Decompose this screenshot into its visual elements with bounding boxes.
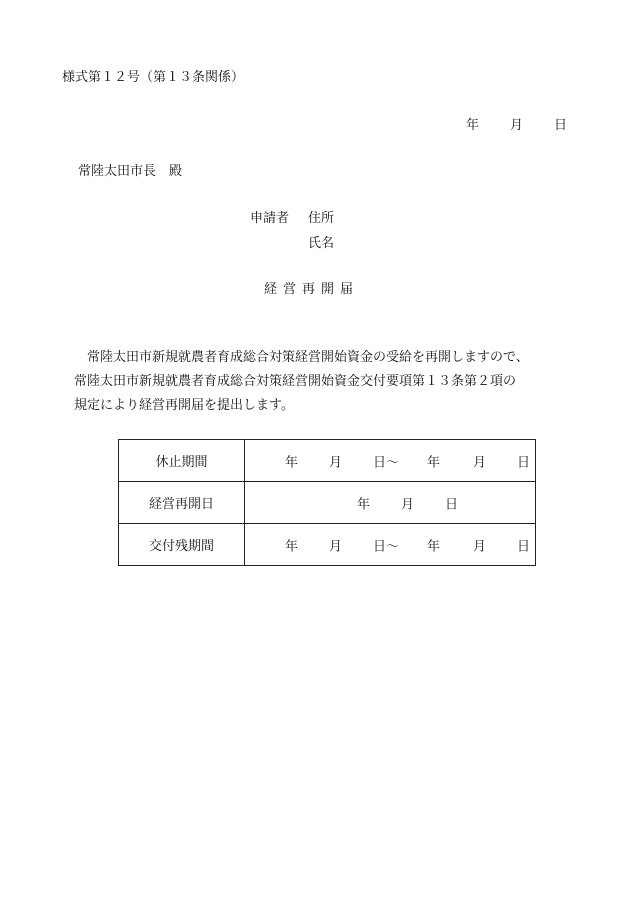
- table-row: [119, 524, 536, 566]
- suspension-period-label: 休止期間: [119, 440, 245, 482]
- info-table: [118, 439, 536, 566]
- end-day-unit: 日: [517, 455, 531, 470]
- end-month-unit: 月: [473, 455, 487, 470]
- start-day-unit: 日～: [373, 539, 400, 554]
- date-day-unit: 日: [445, 497, 459, 512]
- date-day-unit: 日: [554, 118, 568, 133]
- addressee: 常陸太田市長 殿: [78, 164, 183, 179]
- date-month-unit: 月: [510, 118, 524, 133]
- table-row: [119, 440, 536, 482]
- form-number: 様式第１２号（第１３条関係）: [62, 70, 245, 85]
- start-day-unit: 日～: [373, 455, 400, 470]
- applicant-label: 申請者: [250, 211, 290, 226]
- applicant-address-label: 住所: [308, 211, 335, 226]
- end-year-unit: 年: [427, 455, 441, 470]
- body-paragraph: 常陸太田市新規就農者育成総合対策経営開始資金の受給を再開しますので、 常陸太田市新規就農者育成総合対策経営開始資金交付要項第１３条第２項の 規定により経営再開届を提出します。: [74, 350, 529, 413]
- table-row: [119, 482, 536, 524]
- suspension-period-value: [245, 440, 536, 482]
- start-month-unit: 月: [329, 539, 343, 554]
- remaining-period-value: [245, 524, 536, 566]
- start-year-unit: 年: [285, 539, 299, 554]
- end-day-unit: 日: [517, 539, 531, 554]
- start-year-unit: 年: [285, 455, 299, 470]
- document-title: 経営再開届: [264, 282, 360, 297]
- date-month-unit: 月: [401, 497, 415, 512]
- date-year-unit: 年: [466, 118, 480, 133]
- end-month-unit: 月: [473, 539, 487, 554]
- date-year-unit: 年: [357, 497, 371, 512]
- remaining-period-label: 交付残期間: [119, 524, 245, 566]
- applicant-name-label: 氏名: [308, 236, 335, 251]
- resumption-date-value: [245, 482, 536, 524]
- resumption-date-label: 経営再開日: [119, 482, 245, 524]
- end-year-unit: 年: [427, 539, 441, 554]
- start-month-unit: 月: [329, 455, 343, 470]
